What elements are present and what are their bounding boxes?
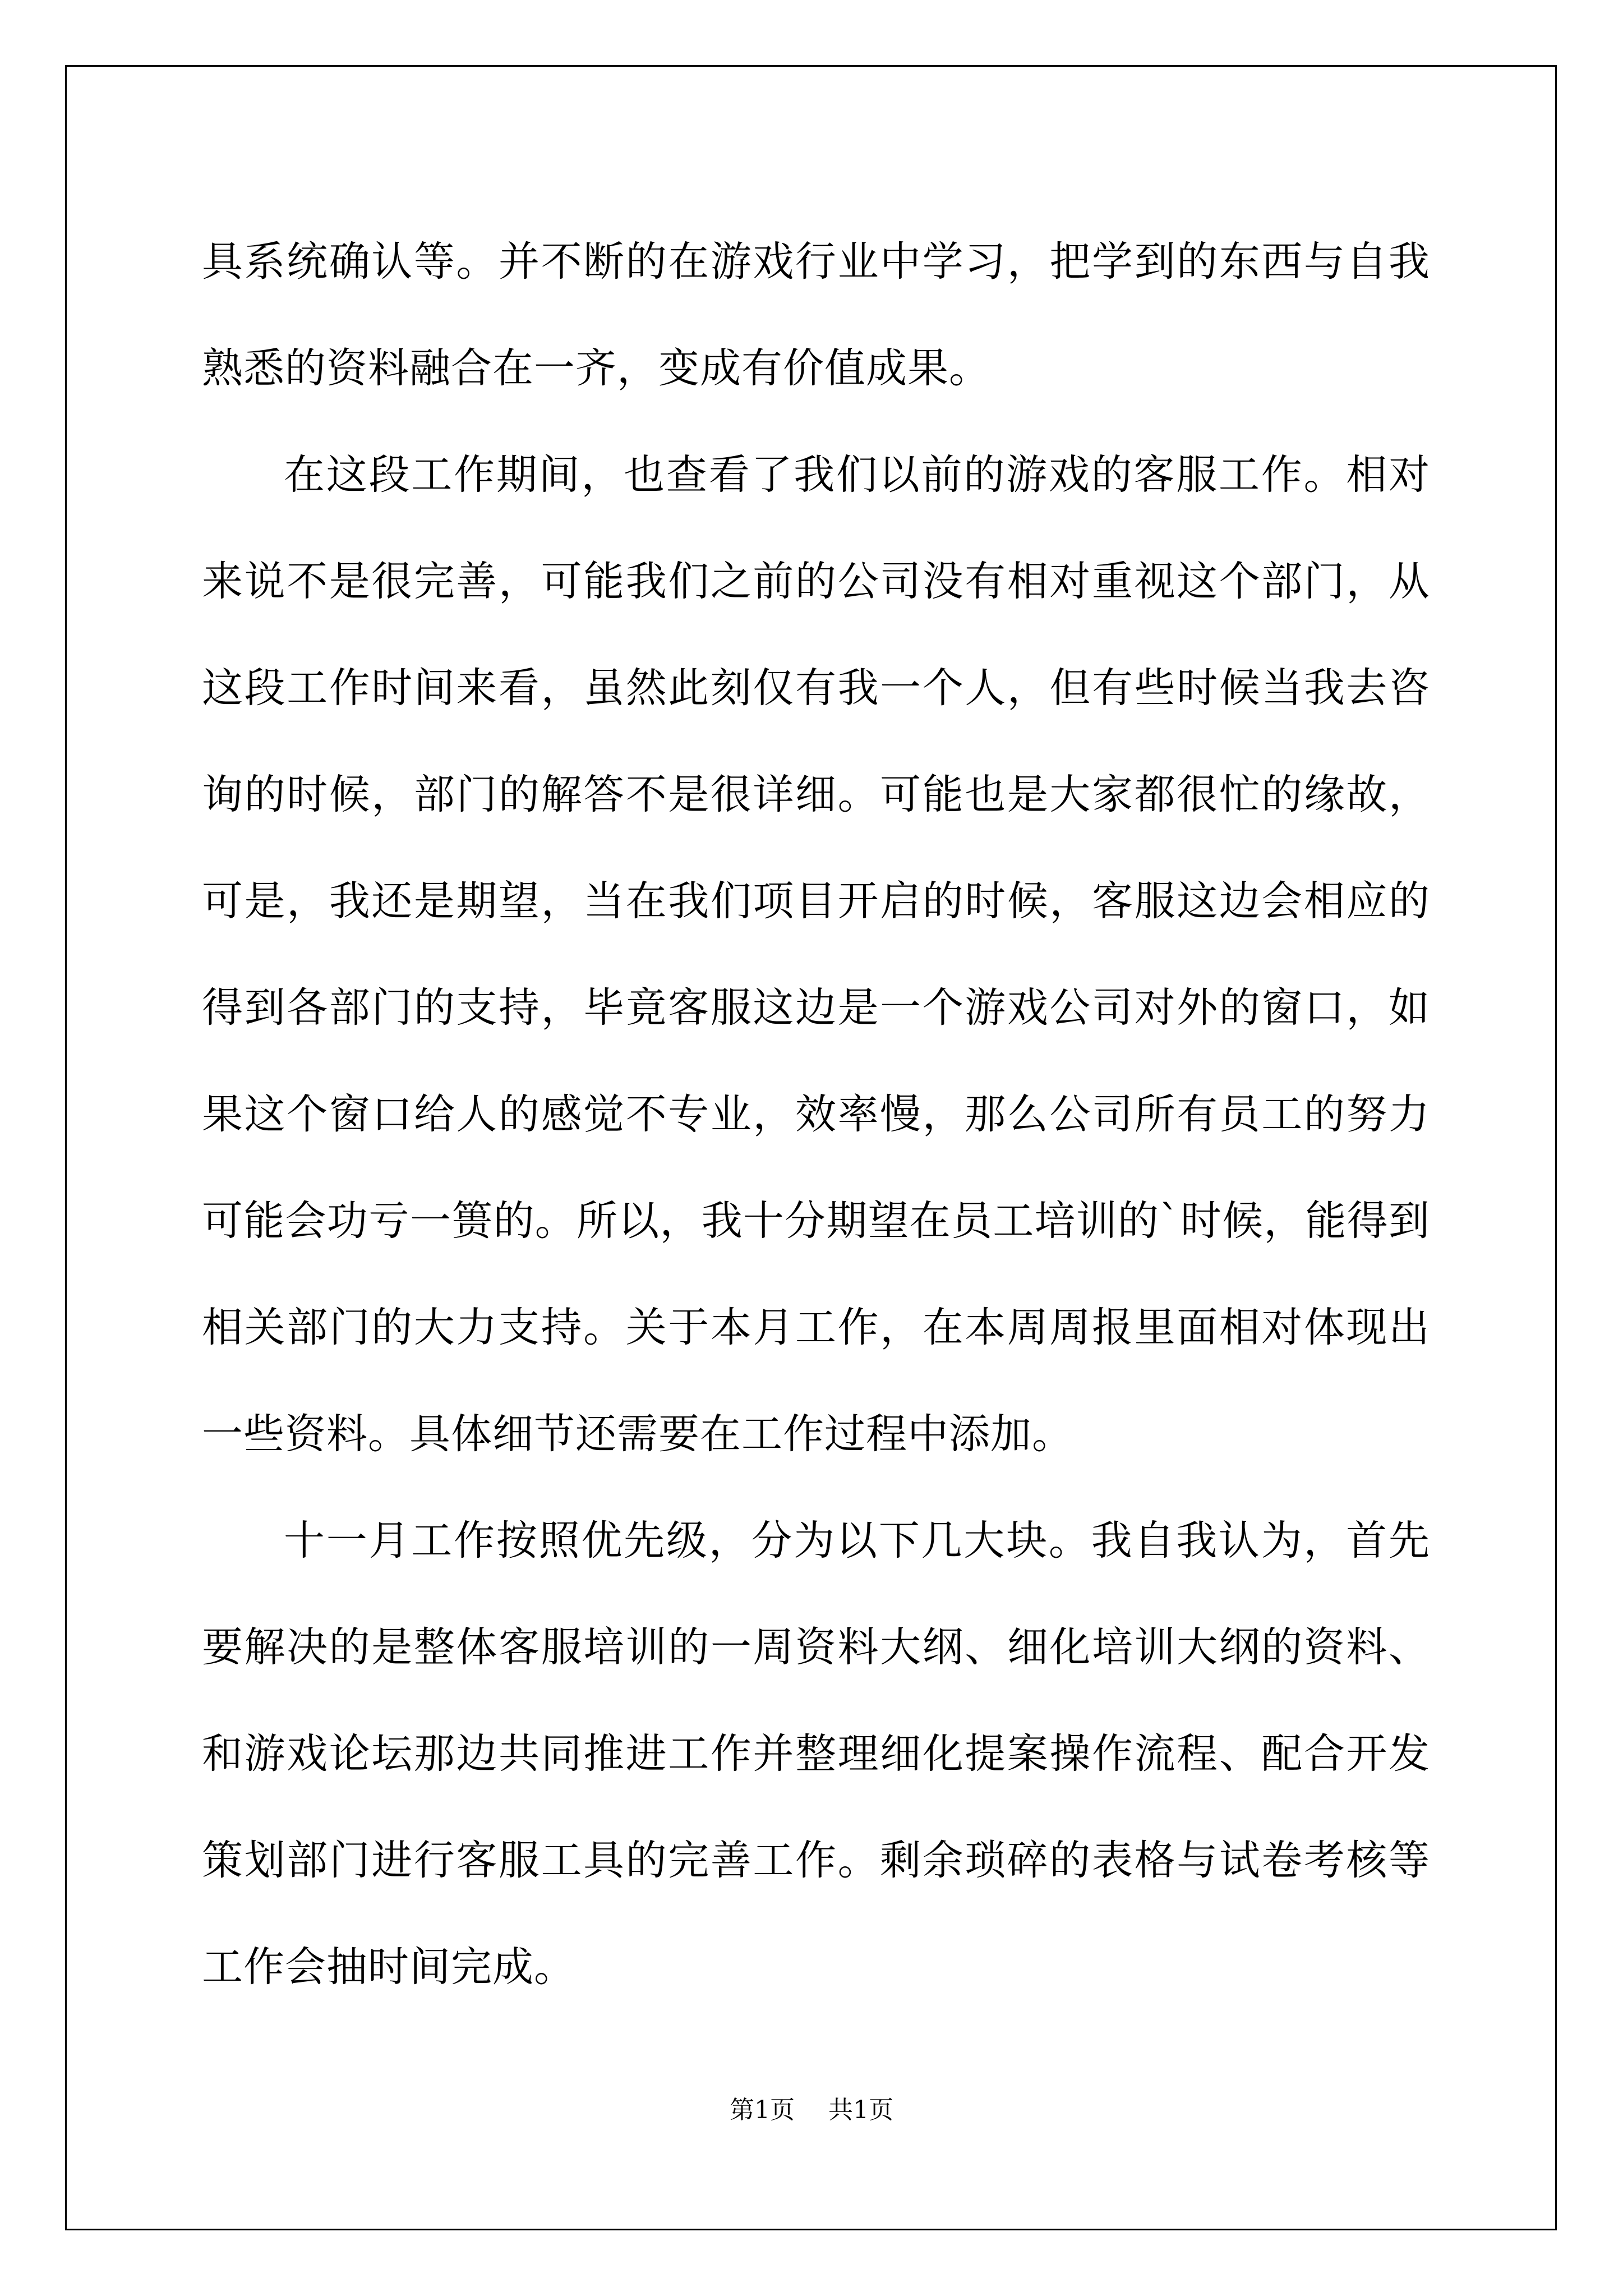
page-total: 共1页 xyxy=(828,2096,893,2124)
paragraph-3: 十一月工作按照优先级，分为以下几大块。我自我认为，首先要解决的是整体客服培训的一周资料大纲、细化培训大纲的资料、和游戏论坛那边共同推进工作并整理细化提案操作流程、配合开发策划部门进行客服工具的完善工作。剩余琐碎的表格与试卷考核等工作会抽时间完成。 xyxy=(202,1517,1430,1991)
page-footer xyxy=(0,2090,1623,2125)
page-number: 第1页 xyxy=(730,2096,795,2124)
document-body xyxy=(202,209,1430,2021)
paragraph-1: 具系统确认等。并不断的在游戏行业中学习，把学到的东西与自我熟悉的资料融合在一齐，变成有价值成果。 xyxy=(202,238,1430,392)
paragraph-2: 在这段工作期间，也查看了我们以前的游戏的客服工作。相对来说不是很完善，可能我们之前的公司没有相对重视这个部门，从这段工作时间来看，虽然此刻仅有我一个人，但有些时候当我去咨询的时候，部门的解答不是很详细。可能也是大家都很忙的缘故，可是，我还是期望，当在我们项目开启的时候，客服这边会相应的得到各部门的支持，毕竟客服这边是一个游戏公司对外的窗口，如果这个窗口给人的感觉不专业，效率慢，那么公司所有员工的努力可能会功亏一篑的。所以，我十分期望在员工培训的`时候，能得到相关部门的大力支持。关于本月工作，在本周周报里面相对体现出一些资料。具体细节还需要在工作过程中添加。 xyxy=(202,451,1430,1458)
